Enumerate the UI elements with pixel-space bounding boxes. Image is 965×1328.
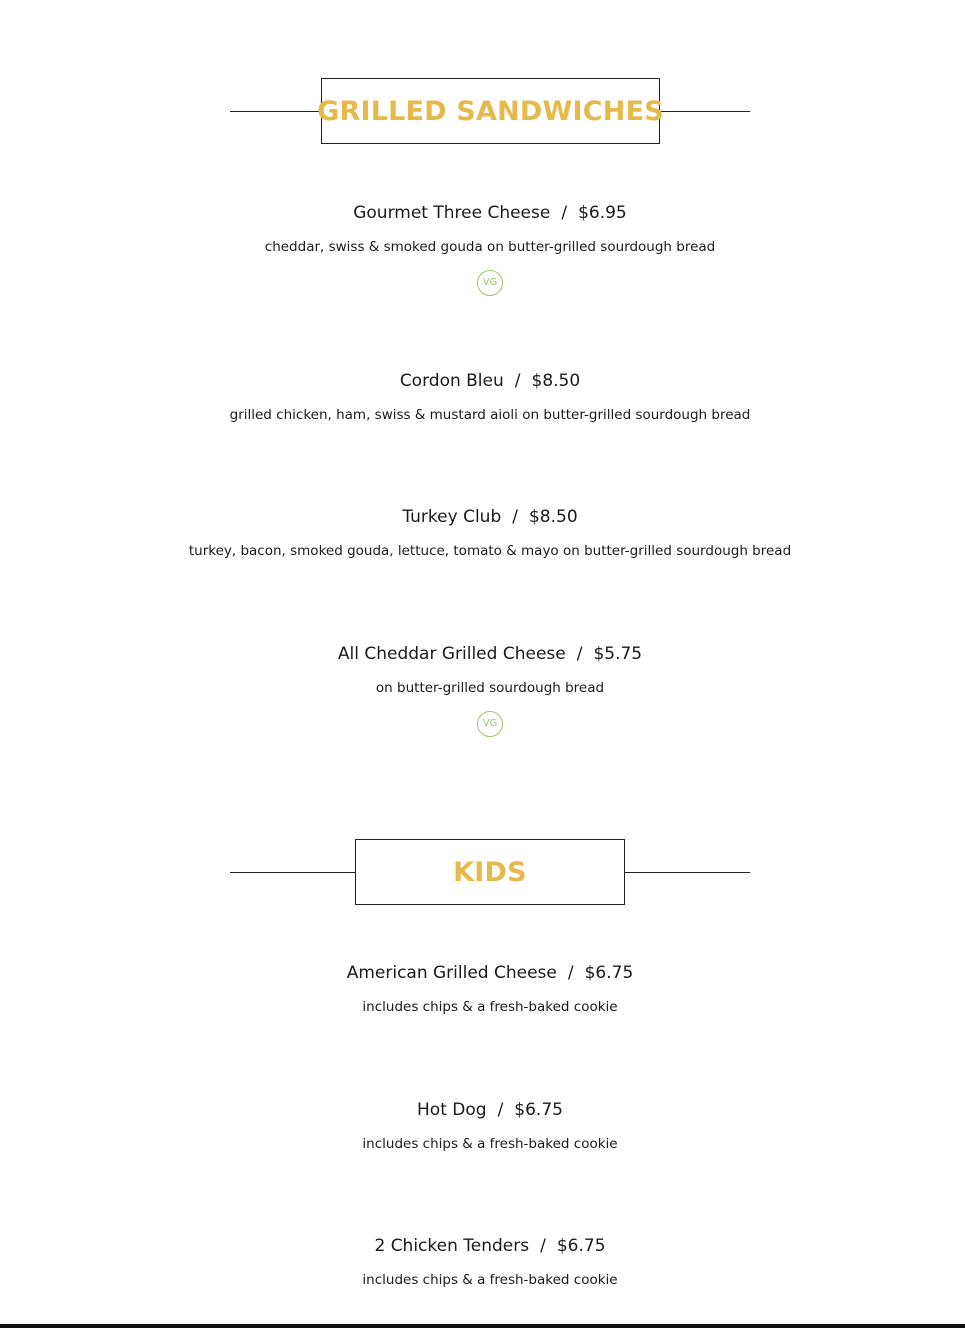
menu-item-name: American Grilled Cheese	[346, 963, 557, 983]
separator: /	[540, 1236, 546, 1256]
section-title-box	[317, 78, 664, 144]
menu-item	[0, 962, 965, 1016]
menu-item-description: includes chips & a fresh-baked cookie	[362, 1272, 618, 1288]
menu-item-name: All Cheddar Grilled Cheese	[337, 644, 566, 664]
menu-item	[0, 1099, 965, 1153]
separator: /	[567, 963, 574, 983]
section-title: KIDS	[453, 856, 527, 888]
separator: /	[576, 644, 583, 664]
menu-item	[0, 1235, 965, 1289]
section-header-kids	[230, 839, 750, 905]
menu-item-heading	[0, 202, 965, 224]
section-title-box	[355, 839, 625, 905]
menu-item	[0, 643, 965, 737]
vegetarian-badge-icon: VG	[477, 711, 503, 737]
menu-item-description: includes chips & a fresh-baked cookie	[362, 1136, 618, 1152]
separator: /	[514, 371, 521, 391]
menu-item-description: cheddar, swiss & smoked gouda on butter-grilled sourdough bread	[264, 239, 716, 255]
menu-item-price: $8.50	[531, 371, 581, 391]
menu-item-heading	[0, 643, 965, 665]
menu-item-price: $6.75	[514, 1100, 563, 1120]
menu-item-heading	[0, 962, 965, 984]
menu-item-name: 2 Chicken Tenders	[374, 1236, 530, 1256]
menu-item-price: $6.75	[556, 1236, 606, 1256]
bottom-border	[0, 1324, 965, 1328]
menu-item	[0, 370, 965, 424]
menu-item-price: $6.95	[578, 203, 627, 223]
menu-item-description: includes chips & a fresh-baked cookie	[362, 999, 618, 1015]
menu-item-name: Cordon Bleu	[399, 371, 504, 391]
menu-item	[0, 202, 965, 296]
menu-item	[0, 506, 965, 560]
section-header-grilled-sandwiches	[230, 78, 750, 144]
vegetarian-badge-icon: VG	[477, 270, 503, 296]
menu-item-price: $6.75	[584, 963, 634, 983]
menu-item-description: on butter-grilled sourdough bread	[375, 680, 605, 696]
menu-item-price: $5.75	[593, 644, 643, 664]
menu-item-heading	[0, 1235, 965, 1257]
separator: /	[512, 507, 518, 527]
section-title: GRILLED SANDWICHES	[317, 95, 664, 127]
menu-item-heading	[0, 506, 965, 528]
menu-item-description: turkey, bacon, smoked gouda, lettuce, tomato & mayo on butter-grilled sourdough bread	[188, 543, 792, 559]
menu-item-name: Hot Dog	[417, 1100, 487, 1120]
menu-item-description: grilled chicken, ham, swiss & mustard aioli on butter-grilled sourdough bread	[229, 407, 751, 423]
menu-item-heading	[0, 1099, 965, 1121]
separator: /	[497, 1100, 504, 1120]
menu-item-price: $8.50	[528, 507, 578, 527]
menu-item-name: Turkey Club	[402, 507, 502, 527]
separator: /	[561, 203, 568, 223]
menu-item-name: Gourmet Three Cheese	[353, 203, 551, 223]
menu-item-heading	[0, 370, 965, 392]
